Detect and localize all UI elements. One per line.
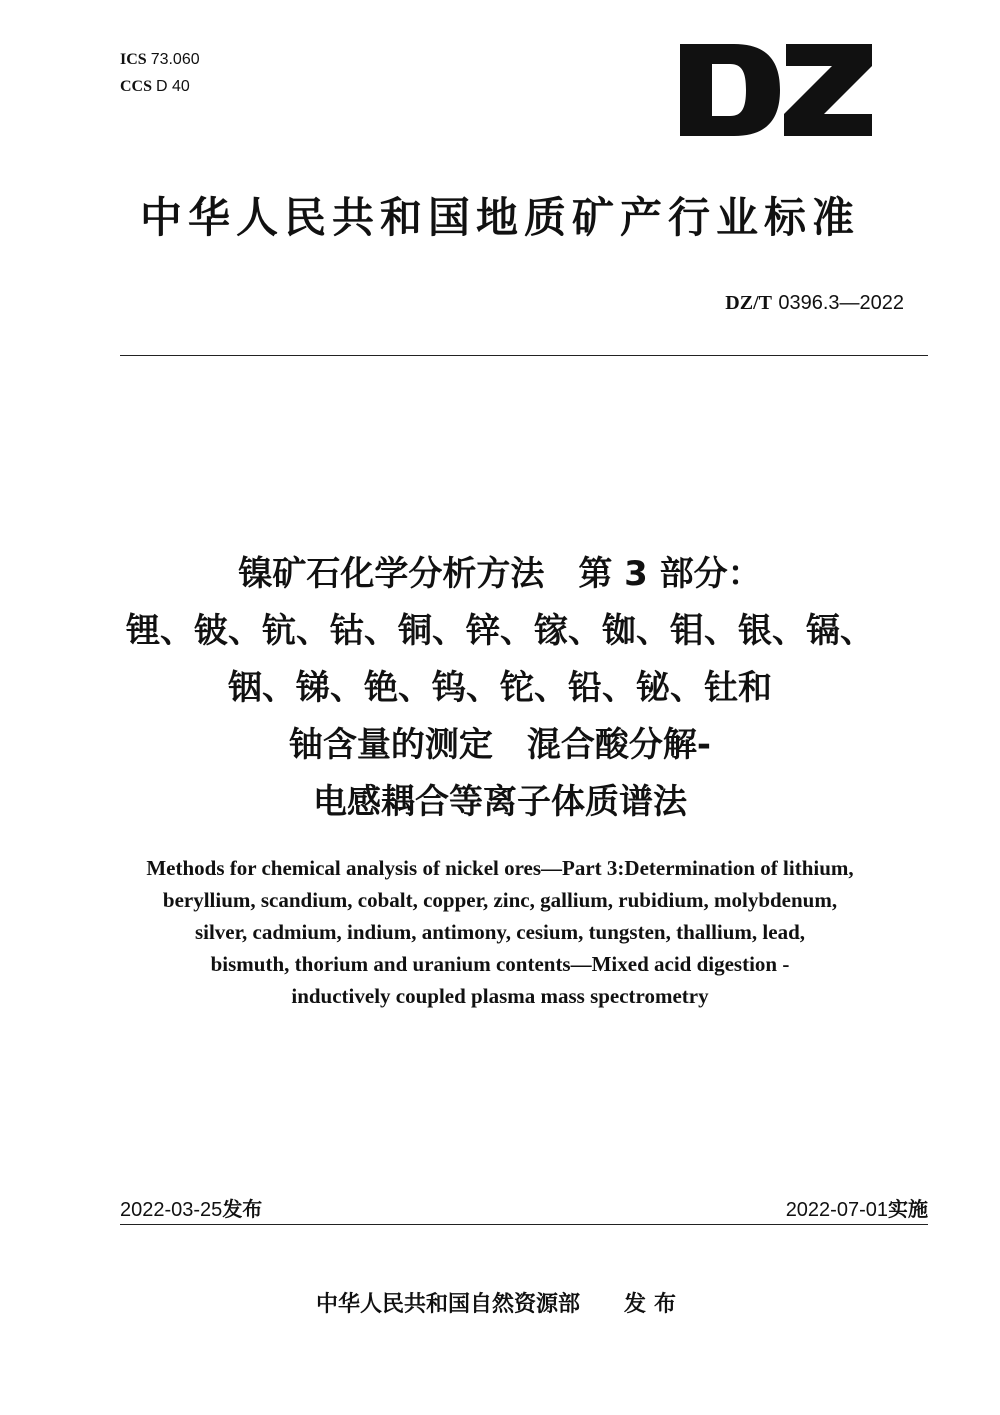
chinese-title-line: 电感耦合等离子体质谱法 <box>313 782 687 822</box>
english-title-line: bismuth, thorium and uranium contents—Mixed acid digestion - <box>210 952 790 976</box>
implementation-date-label: 实施 <box>888 1197 928 1221</box>
classification-codes <box>120 46 200 100</box>
english-title-line: beryllium, scandium, cobalt, copper, zinc, gallium, rubidium, molybdenum, <box>162 888 838 912</box>
chinese-title-line: 铀含量的测定 混合酸分解- <box>288 725 712 765</box>
ics-value: 73.060 <box>150 51 200 68</box>
implementation-date-value: 2022-07-01 <box>785 1199 888 1221</box>
footer-divider <box>120 1224 928 1225</box>
ics-code <box>120 46 200 73</box>
ccs-value: D 40 <box>156 78 190 95</box>
standard-number <box>725 288 904 317</box>
ccs-label: CCS <box>120 78 153 95</box>
standard-number-prefix: DZ/T <box>725 292 772 314</box>
industry-standard-title: 中华人民共和国地质矿产行业标准 <box>139 193 860 242</box>
issuer-action: 发布 <box>624 1292 685 1317</box>
english-title <box>0 852 1000 1012</box>
ics-label: ICS <box>120 51 147 68</box>
chinese-title-line: 铟、锑、铯、钨、铊、铅、铋、钍和 <box>228 668 772 708</box>
ccs-code <box>120 73 200 100</box>
english-title-line: Methods for chemical analysis of nickel ores—Part 3:Determination of lithium, <box>146 856 854 880</box>
release-date-value: 2022-03-25 <box>120 1199 223 1221</box>
dz-logo <box>676 34 876 146</box>
release-date-label: 发布 <box>222 1197 263 1221</box>
implementation-date <box>786 1194 928 1225</box>
english-title-line: inductively coupled plasma mass spectrometry <box>291 984 709 1008</box>
chinese-title-line: 镍矿石化学分析方法 第 3 部分： <box>238 554 762 594</box>
chinese-title <box>0 546 1000 831</box>
logo-letter-d <box>680 44 780 136</box>
english-title-line: silver, cadmium, indium, antimony, cesium, tungsten, thallium, lead, <box>194 920 806 944</box>
issuer-name: 中华人民共和国自然资源部 <box>315 1292 580 1317</box>
header-divider <box>120 355 928 356</box>
release-date <box>120 1194 262 1225</box>
issuer <box>0 1288 1000 1322</box>
chinese-title-line: 锂、铍、钪、钴、铜、锌、镓、铷、钼、银、镉、 <box>126 611 874 651</box>
standard-number-value: 0396.3—2022 <box>778 292 904 314</box>
logo-letter-z <box>784 44 872 136</box>
